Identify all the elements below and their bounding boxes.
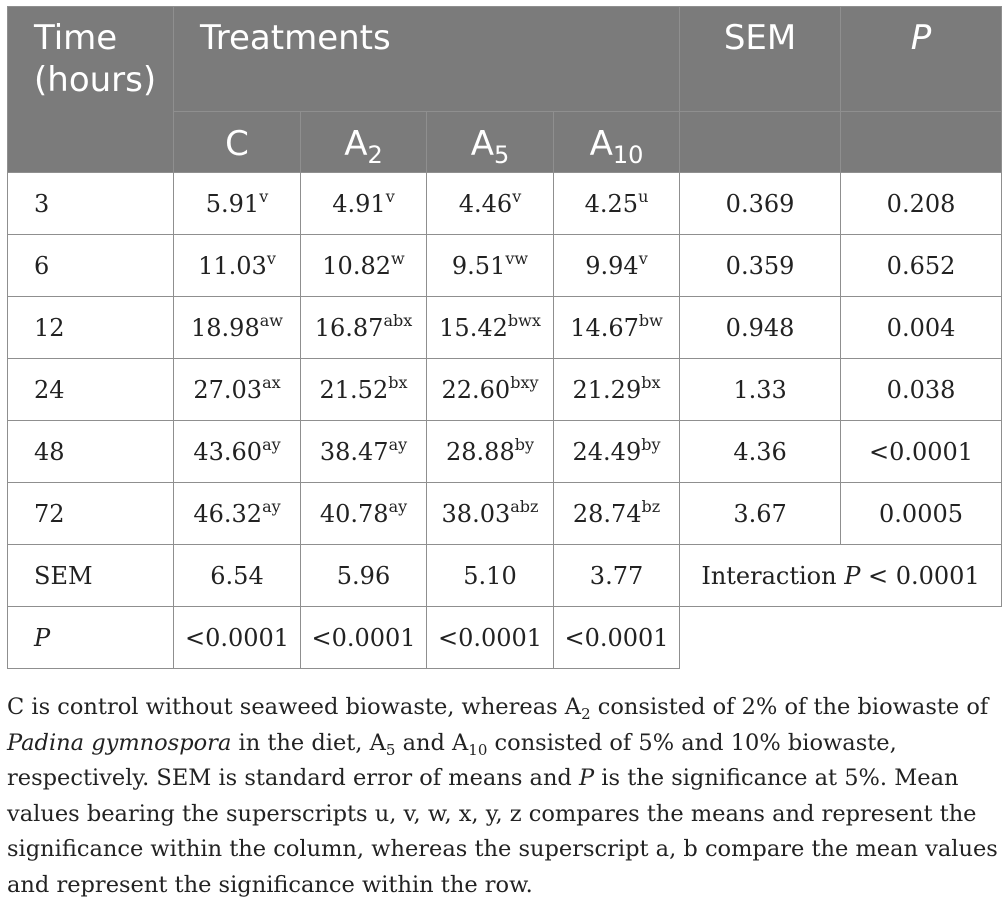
cell-c — [174, 297, 301, 359]
cell-time: 48 — [8, 421, 174, 483]
cell-superscript: bz — [641, 496, 661, 516]
cell-a2 — [301, 173, 427, 235]
cell-superscript: bx — [388, 372, 408, 392]
cell-a10 — [554, 421, 680, 483]
cell-value: 9.94 — [585, 251, 639, 280]
cell-value: 24.49 — [572, 437, 642, 466]
p-c: <0.0001 — [174, 607, 301, 669]
cell-a10 — [554, 173, 680, 235]
cell-a2 — [301, 297, 427, 359]
cell-superscript: vw — [505, 248, 529, 268]
cell-superscript: ax — [262, 372, 281, 392]
cell-time: 12 — [8, 297, 174, 359]
cell-value: 21.29 — [572, 375, 642, 404]
header-col-a5: $A_5$ — [427, 112, 554, 173]
header-row-1 — [8, 7, 1002, 112]
cell-superscript: ay — [388, 496, 408, 516]
cell-superscript: v — [266, 248, 276, 268]
header-sem-blank — [680, 112, 841, 173]
table-summary — [8, 545, 1002, 669]
cell-a5 — [427, 235, 554, 297]
cell-value: 46.32 — [193, 499, 263, 528]
cell-a5 — [427, 359, 554, 421]
cell-superscript: aw — [259, 310, 283, 330]
cell-superscript: bw — [638, 310, 663, 330]
cell-value: 11.03 — [198, 251, 267, 280]
sem-row — [8, 545, 1002, 607]
p-row-blank — [680, 607, 1002, 669]
cell-p: <0.0001 — [841, 421, 1002, 483]
cell-sem: 1.33 — [680, 359, 841, 421]
table-row — [8, 297, 1002, 359]
header-treatments: Treatments — [174, 7, 680, 112]
cell-a5 — [427, 421, 554, 483]
table-row — [8, 173, 1002, 235]
table-row — [8, 421, 1002, 483]
cell-value: 10.82 — [322, 251, 391, 280]
header-col-c: C — [174, 112, 301, 173]
cell-value: 38.03 — [441, 499, 511, 528]
sem-a5: 5.10 — [427, 545, 554, 607]
cell-a5 — [427, 483, 554, 545]
cell-superscript: bx — [641, 372, 661, 392]
cell-time: 6 — [8, 235, 174, 297]
p-a10: <0.0001 — [554, 607, 680, 669]
cell-value: 28.88 — [446, 437, 515, 466]
cell-time: 24 — [8, 359, 174, 421]
p-a5: <0.0001 — [427, 607, 554, 669]
cell-a10 — [554, 297, 680, 359]
cell-value: 38.47 — [319, 437, 389, 466]
p-row — [8, 607, 1002, 669]
cell-value: 27.03 — [193, 375, 263, 404]
header-p: P — [841, 7, 1002, 112]
cell-time: 3 — [8, 173, 174, 235]
cell-a5 — [427, 173, 554, 235]
cell-sem: 3.67 — [680, 483, 841, 545]
cell-p: 0.0005 — [841, 483, 1002, 545]
cell-superscript: w — [391, 248, 405, 268]
cell-c — [174, 359, 301, 421]
results-table — [7, 6, 1002, 669]
cell-a10 — [554, 359, 680, 421]
cell-superscript: abx — [383, 310, 413, 330]
p-a2: <0.0001 — [301, 607, 427, 669]
cell-value: 5.91 — [205, 189, 260, 218]
table-row — [8, 235, 1002, 297]
cell-value: 4.46 — [458, 189, 513, 218]
cell-value: 28.74 — [572, 499, 642, 528]
cell-superscript: ay — [388, 434, 408, 454]
cell-c — [174, 483, 301, 545]
cell-sem: 0.359 — [680, 235, 841, 297]
sem-row-label: SEM — [8, 545, 174, 607]
cell-p: 0.004 — [841, 297, 1002, 359]
header-col-a10: $A_{10}$ — [554, 112, 680, 173]
cell-a2 — [301, 421, 427, 483]
cell-c — [174, 173, 301, 235]
cell-superscript: v — [385, 186, 395, 206]
cell-value: 15.42 — [439, 313, 508, 342]
cell-a10 — [554, 235, 680, 297]
cell-superscript: abz — [510, 496, 539, 516]
cell-c — [174, 235, 301, 297]
cell-value: 18.98 — [191, 313, 260, 342]
cell-time: 72 — [8, 483, 174, 545]
cell-sem: 0.948 — [680, 297, 841, 359]
cell-superscript: ay — [262, 496, 281, 516]
cell-a2 — [301, 483, 427, 545]
cell-sem: 0.369 — [680, 173, 841, 235]
cell-superscript: bwx — [507, 310, 541, 330]
cell-superscript: bxy — [510, 372, 539, 392]
cell-value: 40.78 — [319, 499, 389, 528]
cell-value: 16.87 — [314, 313, 384, 342]
cell-superscript: v — [638, 248, 648, 268]
cell-p: 0.208 — [841, 173, 1002, 235]
cell-a2 — [301, 359, 427, 421]
cell-sem: 4.36 — [680, 421, 841, 483]
cell-value: 21.52 — [319, 375, 389, 404]
cell-value: 43.60 — [193, 437, 263, 466]
cell-c — [174, 421, 301, 483]
cell-superscript: v — [259, 186, 269, 206]
sem-c: 6.54 — [174, 545, 301, 607]
cell-value: 14.67 — [570, 313, 639, 342]
table-row — [8, 359, 1002, 421]
cell-a10 — [554, 483, 680, 545]
sem-a10: 3.77 — [554, 545, 680, 607]
cell-p: 0.652 — [841, 235, 1002, 297]
cell-value: 22.60 — [441, 375, 511, 404]
header-p-blank — [841, 112, 1002, 173]
header-col-a2: $A_2$ — [301, 112, 427, 173]
header-sem: SEM — [680, 7, 841, 112]
header-time: Time (hours) — [8, 7, 174, 173]
cell-value: 9.51 — [451, 251, 506, 280]
cell-p: 0.038 — [841, 359, 1002, 421]
cell-superscript: v — [512, 186, 522, 206]
cell-a2 — [301, 235, 427, 297]
cell-value: 4.91 — [332, 189, 386, 218]
table-row — [8, 483, 1002, 545]
cell-superscript: u — [638, 186, 649, 206]
cell-value: 4.25 — [584, 189, 639, 218]
cell-a5 — [427, 297, 554, 359]
table-body — [8, 173, 1002, 545]
interaction-p: Interaction P < 0.0001 — [680, 545, 1002, 607]
table-footnote: C is control without seaweed biowaste, whereas $A_2$ consisted of 2% of the biowaste of Padina gymnospora in the diet, $A_5$ and $A_{10}$ consisted of 5% and 10% biowaste, respectively. SEM is standard error of means and P is the significance at 5%. Mean values bearing the superscripts u, v, w, x, y, z compares the means and represent the significance within the column, whereas the superscript a, b compare the mean values and represent the significance within the row. — [7, 694, 998, 898]
cell-superscript: ay — [262, 434, 281, 454]
results-table-container — [7, 6, 1001, 669]
p-row-label: P — [8, 607, 174, 669]
sem-a2: 5.96 — [301, 545, 427, 607]
cell-superscript: by — [641, 434, 661, 454]
cell-superscript: by — [514, 434, 534, 454]
